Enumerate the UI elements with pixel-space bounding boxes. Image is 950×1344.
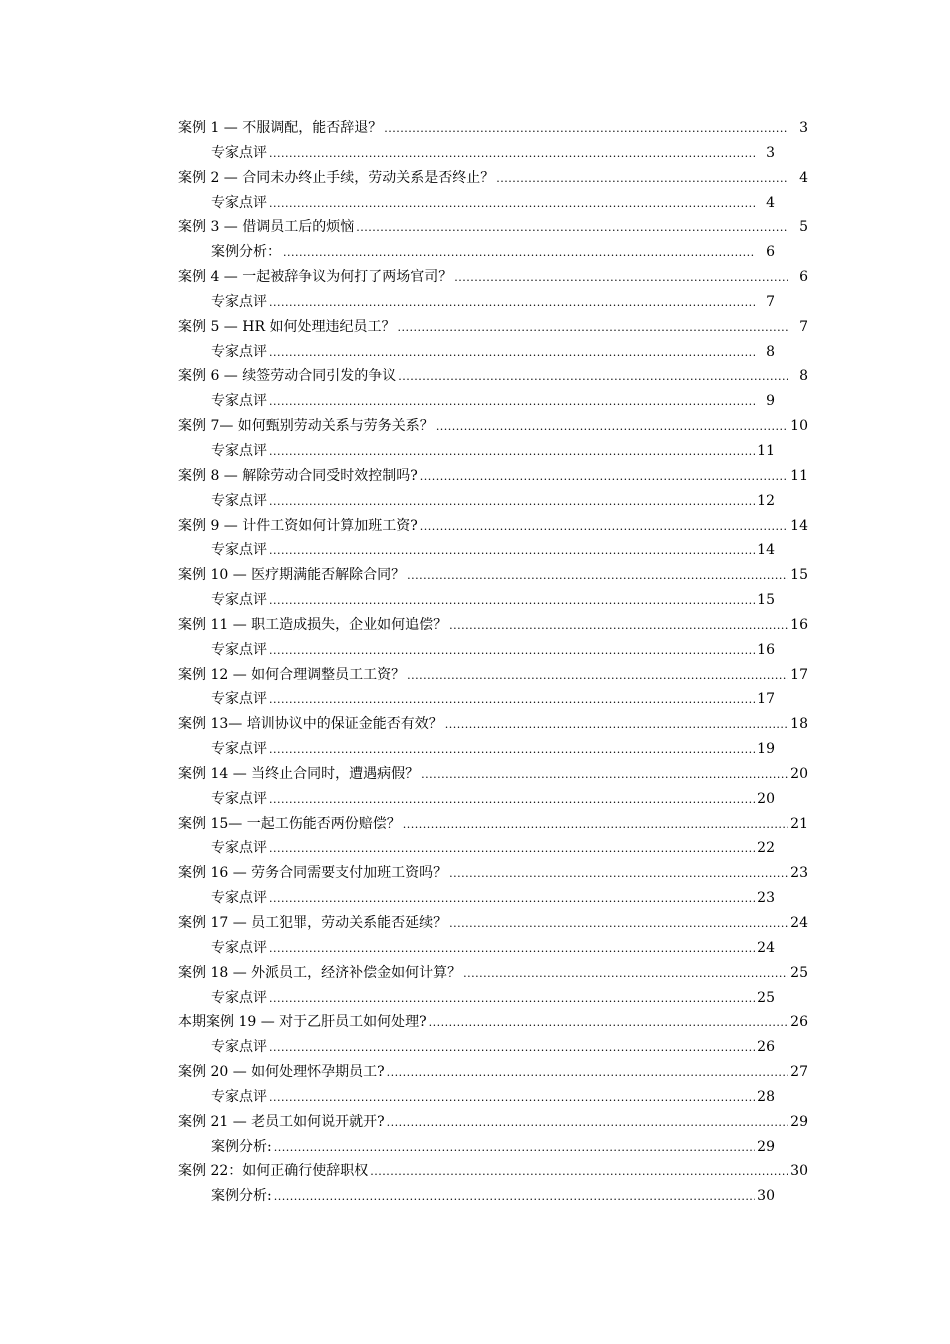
toc-subentry[interactable] bbox=[178, 489, 808, 514]
toc-page-number: 8 bbox=[799, 368, 808, 385]
toc-page-number: 11 bbox=[790, 467, 808, 484]
toc-row bbox=[178, 663, 808, 689]
toc-row bbox=[211, 389, 775, 415]
toc-entry-title: 案例 14 — 当终止合同时，遭遇病假？ bbox=[178, 765, 420, 782]
toc-subentry[interactable] bbox=[178, 439, 808, 464]
toc-row bbox=[211, 489, 775, 515]
toc-row bbox=[211, 191, 775, 217]
toc-entry[interactable] bbox=[178, 762, 808, 787]
toc-row bbox=[178, 1159, 808, 1185]
toc-entry[interactable] bbox=[178, 166, 808, 191]
toc-entry-title: 专家点评 bbox=[211, 144, 267, 161]
toc-entry-title: 专家点评 bbox=[211, 1039, 267, 1056]
dot-leader bbox=[269, 1036, 755, 1061]
dot-leader bbox=[269, 937, 755, 962]
dot-leader bbox=[421, 763, 788, 788]
toc-entry-title: 案例 5 — HR 如何处理违纪员工？ bbox=[178, 318, 396, 335]
toc-entry[interactable] bbox=[178, 1010, 808, 1035]
dot-leader bbox=[274, 1185, 755, 1210]
toc-page-number: 4 bbox=[799, 169, 808, 186]
toc-subentry[interactable] bbox=[178, 787, 808, 812]
toc-row bbox=[211, 290, 775, 316]
toc-page-number: 17 bbox=[790, 666, 808, 683]
toc-row bbox=[178, 514, 808, 540]
toc-page-number: 14 bbox=[790, 517, 808, 534]
toc-entry[interactable] bbox=[178, 116, 808, 141]
dot-leader bbox=[420, 465, 788, 490]
toc-row bbox=[211, 141, 775, 167]
dot-leader bbox=[269, 142, 755, 167]
toc-page-number: 30 bbox=[790, 1163, 808, 1180]
toc-row bbox=[211, 1184, 775, 1210]
toc-entry-title: 案例 6 — 续签劳动合同引发的争议 bbox=[178, 368, 397, 385]
toc-entry[interactable] bbox=[178, 961, 808, 986]
toc-row bbox=[211, 1135, 775, 1161]
toc-entry-title: 案例 2 — 合同未办终止手续，劳动关系是否终止？ bbox=[178, 169, 495, 186]
toc-entry-title: 专家点评 bbox=[211, 393, 267, 410]
dot-leader bbox=[445, 713, 788, 738]
toc-entry[interactable] bbox=[178, 712, 808, 737]
toc-row bbox=[211, 936, 775, 962]
toc-subentry[interactable] bbox=[178, 687, 808, 712]
toc-entry[interactable] bbox=[178, 215, 808, 240]
toc-entry-title: 专家点评 bbox=[211, 293, 267, 310]
toc-page-number: 7 bbox=[766, 293, 775, 310]
toc-entry-title: 专家点评 bbox=[211, 989, 267, 1006]
dot-leader bbox=[403, 813, 788, 838]
toc-row bbox=[178, 1010, 808, 1036]
toc-entry-title: 专家点评 bbox=[211, 840, 267, 857]
toc-entry-title: 案例 21 — 老员工如何说开就开? bbox=[178, 1113, 385, 1130]
dot-leader bbox=[269, 688, 755, 713]
toc-row bbox=[178, 1060, 808, 1086]
toc-row bbox=[211, 737, 775, 763]
toc-entry-title: 案例 10 — 医疗期满能否解除合同？ bbox=[178, 567, 406, 584]
toc-entry[interactable] bbox=[178, 414, 808, 439]
toc-row bbox=[211, 588, 775, 614]
dot-leader bbox=[449, 862, 788, 887]
toc-entry-title: 专家点评 bbox=[211, 492, 267, 509]
toc-subentry[interactable] bbox=[178, 191, 808, 216]
dot-leader bbox=[356, 216, 788, 241]
toc-entry[interactable] bbox=[178, 364, 808, 389]
toc-row bbox=[178, 911, 808, 937]
toc-entry-title: 案例 3 — 借调员工后的烦恼 bbox=[178, 219, 355, 236]
dot-leader bbox=[429, 1011, 788, 1036]
dot-leader bbox=[449, 912, 788, 937]
toc-row bbox=[211, 439, 775, 465]
dot-leader bbox=[384, 117, 788, 142]
toc-entry-title: 案例 18 — 外派员工，经济补偿金如何计算？ bbox=[178, 964, 462, 981]
toc-page-number: 24 bbox=[757, 939, 775, 956]
toc-entry-title: 本期案例 19 — 对于乙肝员工如何处理? bbox=[178, 1014, 427, 1031]
toc-row bbox=[178, 116, 808, 142]
toc-entry[interactable] bbox=[178, 663, 808, 688]
dot-leader bbox=[269, 788, 755, 813]
toc-page-number: 17 bbox=[757, 691, 775, 708]
dot-leader bbox=[269, 987, 755, 1012]
toc-entry-title: 专家点评 bbox=[211, 939, 267, 956]
toc-page-number: 6 bbox=[799, 269, 808, 286]
toc-subentry[interactable] bbox=[178, 141, 808, 166]
toc-subentry[interactable] bbox=[178, 588, 808, 613]
toc-page-number: 23 bbox=[757, 890, 775, 907]
toc-entry-title: 案例 9 — 计件工资如何计算加班工资? bbox=[178, 517, 418, 534]
toc-row bbox=[178, 414, 808, 440]
toc-page-number: 11 bbox=[757, 442, 775, 459]
toc-page-number: 14 bbox=[757, 542, 775, 559]
toc-entry-title: 专家点评 bbox=[211, 592, 267, 609]
toc-page-number: 29 bbox=[790, 1113, 808, 1130]
toc-entry[interactable] bbox=[178, 563, 808, 588]
toc-row bbox=[178, 1110, 808, 1136]
toc-row bbox=[211, 787, 775, 813]
toc-entry-title: 案例 20 — 如何处理怀孕期员工? bbox=[178, 1064, 385, 1081]
toc-row bbox=[211, 538, 775, 564]
dot-leader bbox=[397, 316, 788, 341]
toc-page-number: 6 bbox=[766, 244, 775, 261]
toc-subentry[interactable] bbox=[178, 1135, 808, 1160]
toc-page-number: 26 bbox=[757, 1039, 775, 1056]
dot-leader bbox=[387, 1111, 788, 1136]
dot-leader bbox=[269, 1086, 755, 1111]
dot-leader bbox=[269, 887, 755, 912]
toc-page-number: 15 bbox=[790, 567, 808, 584]
toc-entry-title: 案例 22：如何正确行使辞职权 bbox=[178, 1163, 369, 1180]
toc-entry-title: 专家点评 bbox=[211, 542, 267, 559]
toc-page-number: 28 bbox=[757, 1088, 775, 1105]
toc-entry-title: 专家点评 bbox=[211, 741, 267, 758]
toc-subentry[interactable] bbox=[178, 737, 808, 762]
toc-row bbox=[211, 240, 775, 266]
toc-row bbox=[178, 961, 808, 987]
toc-page-number: 7 bbox=[799, 318, 808, 335]
toc-page-number: 21 bbox=[790, 815, 808, 832]
toc-row bbox=[211, 886, 775, 912]
toc-row bbox=[211, 687, 775, 713]
toc-entry[interactable] bbox=[178, 1159, 808, 1184]
dot-leader bbox=[269, 440, 755, 465]
toc-subentry[interactable] bbox=[178, 1085, 808, 1110]
toc-page-number: 29 bbox=[757, 1138, 775, 1155]
dot-leader bbox=[274, 1136, 755, 1161]
toc-page-number: 25 bbox=[757, 989, 775, 1006]
toc-entry-title: 专家点评 bbox=[211, 343, 267, 360]
toc-entry-title: 案例 15— 一起工伤能否两份赔偿？ bbox=[178, 815, 401, 832]
dot-leader bbox=[269, 539, 755, 564]
toc-page-number: 3 bbox=[766, 144, 775, 161]
toc-subentry[interactable] bbox=[178, 538, 808, 563]
toc-entry-title: 案例分析: bbox=[211, 1138, 272, 1155]
dot-leader bbox=[269, 490, 755, 515]
toc-row bbox=[211, 986, 775, 1012]
toc-page-number: 16 bbox=[757, 641, 775, 658]
toc-page-number: 22 bbox=[757, 840, 775, 857]
toc-page-number: 4 bbox=[766, 194, 775, 211]
toc-subentry[interactable] bbox=[178, 1035, 808, 1060]
toc-entry-title: 案例 16 — 劳务合同需要支付加班工资吗？ bbox=[178, 865, 448, 882]
toc-row bbox=[178, 861, 808, 887]
toc-entry[interactable] bbox=[178, 464, 808, 489]
toc-entry-title: 案例分析： bbox=[211, 244, 281, 261]
toc-entry[interactable] bbox=[178, 812, 808, 837]
toc-entry-title: 案例 7— 如何甄别劳动关系与劳务关系？ bbox=[178, 418, 434, 435]
toc-entry[interactable] bbox=[178, 265, 808, 290]
toc-page-number: 16 bbox=[790, 616, 808, 633]
toc-entry-title: 案例 12 — 如何合理调整员工工资？ bbox=[178, 666, 406, 683]
toc-row bbox=[178, 166, 808, 192]
toc-page-number: 27 bbox=[790, 1064, 808, 1081]
toc-entry-title: 案例 8 — 解除劳动合同受时效控制吗? bbox=[178, 467, 418, 484]
toc-row bbox=[211, 638, 775, 664]
toc-row bbox=[178, 762, 808, 788]
toc-row bbox=[211, 1085, 775, 1111]
toc-subentry[interactable] bbox=[178, 836, 808, 861]
toc-page-number: 12 bbox=[757, 492, 775, 509]
toc-entry-title: 案例 17 — 员工犯罪，劳动关系能否延续？ bbox=[178, 915, 448, 931]
toc-page-number: 5 bbox=[799, 219, 808, 236]
toc-entry[interactable] bbox=[178, 613, 808, 638]
toc-row bbox=[178, 563, 808, 589]
dot-leader bbox=[283, 241, 755, 266]
dot-leader bbox=[269, 738, 755, 763]
toc-row bbox=[178, 464, 808, 490]
toc-entry[interactable] bbox=[178, 1110, 808, 1135]
dot-leader bbox=[269, 192, 755, 217]
dot-leader bbox=[269, 341, 755, 366]
toc-subentry[interactable] bbox=[178, 936, 808, 961]
toc-row bbox=[178, 812, 808, 838]
toc-subentry[interactable] bbox=[178, 389, 808, 414]
toc-subentry[interactable] bbox=[178, 986, 808, 1011]
dot-leader bbox=[269, 837, 755, 862]
toc-entry[interactable] bbox=[178, 315, 808, 340]
toc-row bbox=[178, 265, 808, 291]
dot-leader bbox=[463, 962, 788, 987]
toc-entry-title: 专家点评 bbox=[211, 790, 267, 807]
toc-page-number: 19 bbox=[757, 741, 775, 758]
toc-row bbox=[211, 340, 775, 366]
toc-page-number: 23 bbox=[790, 865, 808, 882]
dot-leader bbox=[436, 415, 788, 440]
toc-subentry[interactable] bbox=[178, 638, 808, 663]
toc-page-number: 10 bbox=[790, 418, 808, 435]
toc-page-number: 20 bbox=[790, 765, 808, 782]
toc-page-number: 3 bbox=[799, 120, 808, 136]
dot-leader bbox=[407, 564, 788, 589]
toc-entry-title: 专家点评 bbox=[211, 442, 267, 459]
dot-leader bbox=[449, 614, 788, 639]
toc-subentry[interactable] bbox=[178, 240, 808, 265]
toc-page-number: 24 bbox=[790, 915, 808, 931]
dot-leader bbox=[387, 1061, 788, 1086]
toc-row bbox=[178, 215, 808, 241]
dot-leader bbox=[407, 664, 788, 689]
toc-subentry[interactable] bbox=[178, 886, 808, 911]
dot-leader bbox=[269, 639, 755, 664]
toc-entry-title: 案例 1 — 不服调配，能否辞退？ bbox=[178, 120, 383, 136]
toc-entry-title: 专家点评 bbox=[211, 194, 267, 211]
toc-row bbox=[211, 836, 775, 862]
toc-entry-title: 案例 11 — 职工造成损失，企业如何追偿？ bbox=[178, 616, 448, 633]
dot-leader bbox=[269, 291, 755, 316]
toc-row bbox=[178, 712, 808, 738]
toc-page-number: 25 bbox=[790, 964, 808, 981]
toc-page-number: 9 bbox=[766, 393, 775, 410]
toc-entry-title: 专家点评 bbox=[211, 641, 267, 658]
dot-leader bbox=[420, 515, 788, 540]
toc-entry[interactable] bbox=[178, 1060, 808, 1085]
toc-row bbox=[178, 364, 808, 390]
toc-entry-title: 案例分析: bbox=[211, 1188, 272, 1205]
toc-entry-title: 专家点评 bbox=[211, 1088, 267, 1105]
toc-row bbox=[178, 315, 808, 341]
toc-row bbox=[178, 613, 808, 639]
toc-page-number: 26 bbox=[790, 1014, 808, 1031]
dot-leader bbox=[370, 1160, 788, 1185]
dot-leader bbox=[454, 266, 788, 291]
toc-subentry[interactable] bbox=[178, 290, 808, 315]
toc-row bbox=[211, 1035, 775, 1061]
table-of-contents bbox=[178, 116, 808, 1209]
toc-entry[interactable] bbox=[178, 911, 808, 936]
toc-page-number: 8 bbox=[766, 343, 775, 360]
toc-subentry[interactable] bbox=[178, 1184, 808, 1209]
toc-entry-title: 专家点评 bbox=[211, 890, 267, 907]
toc-subentry[interactable] bbox=[178, 340, 808, 365]
dot-leader bbox=[269, 589, 755, 614]
toc-page-number: 30 bbox=[757, 1188, 775, 1205]
toc-page-number: 15 bbox=[757, 592, 775, 609]
dot-leader bbox=[398, 365, 788, 390]
toc-entry-title: 案例 13— 培训协议中的保证金能否有效？ bbox=[178, 716, 443, 733]
dot-leader bbox=[269, 390, 755, 415]
dot-leader bbox=[496, 167, 788, 192]
toc-entry-title: 案例 4 — 一起被辞争议为何打了两场官司？ bbox=[178, 269, 453, 286]
toc-page-number: 18 bbox=[790, 716, 808, 733]
toc-page-number: 20 bbox=[757, 790, 775, 807]
toc-entry[interactable] bbox=[178, 861, 808, 886]
toc-entry[interactable] bbox=[178, 514, 808, 539]
toc-entry-title: 专家点评 bbox=[211, 691, 267, 708]
